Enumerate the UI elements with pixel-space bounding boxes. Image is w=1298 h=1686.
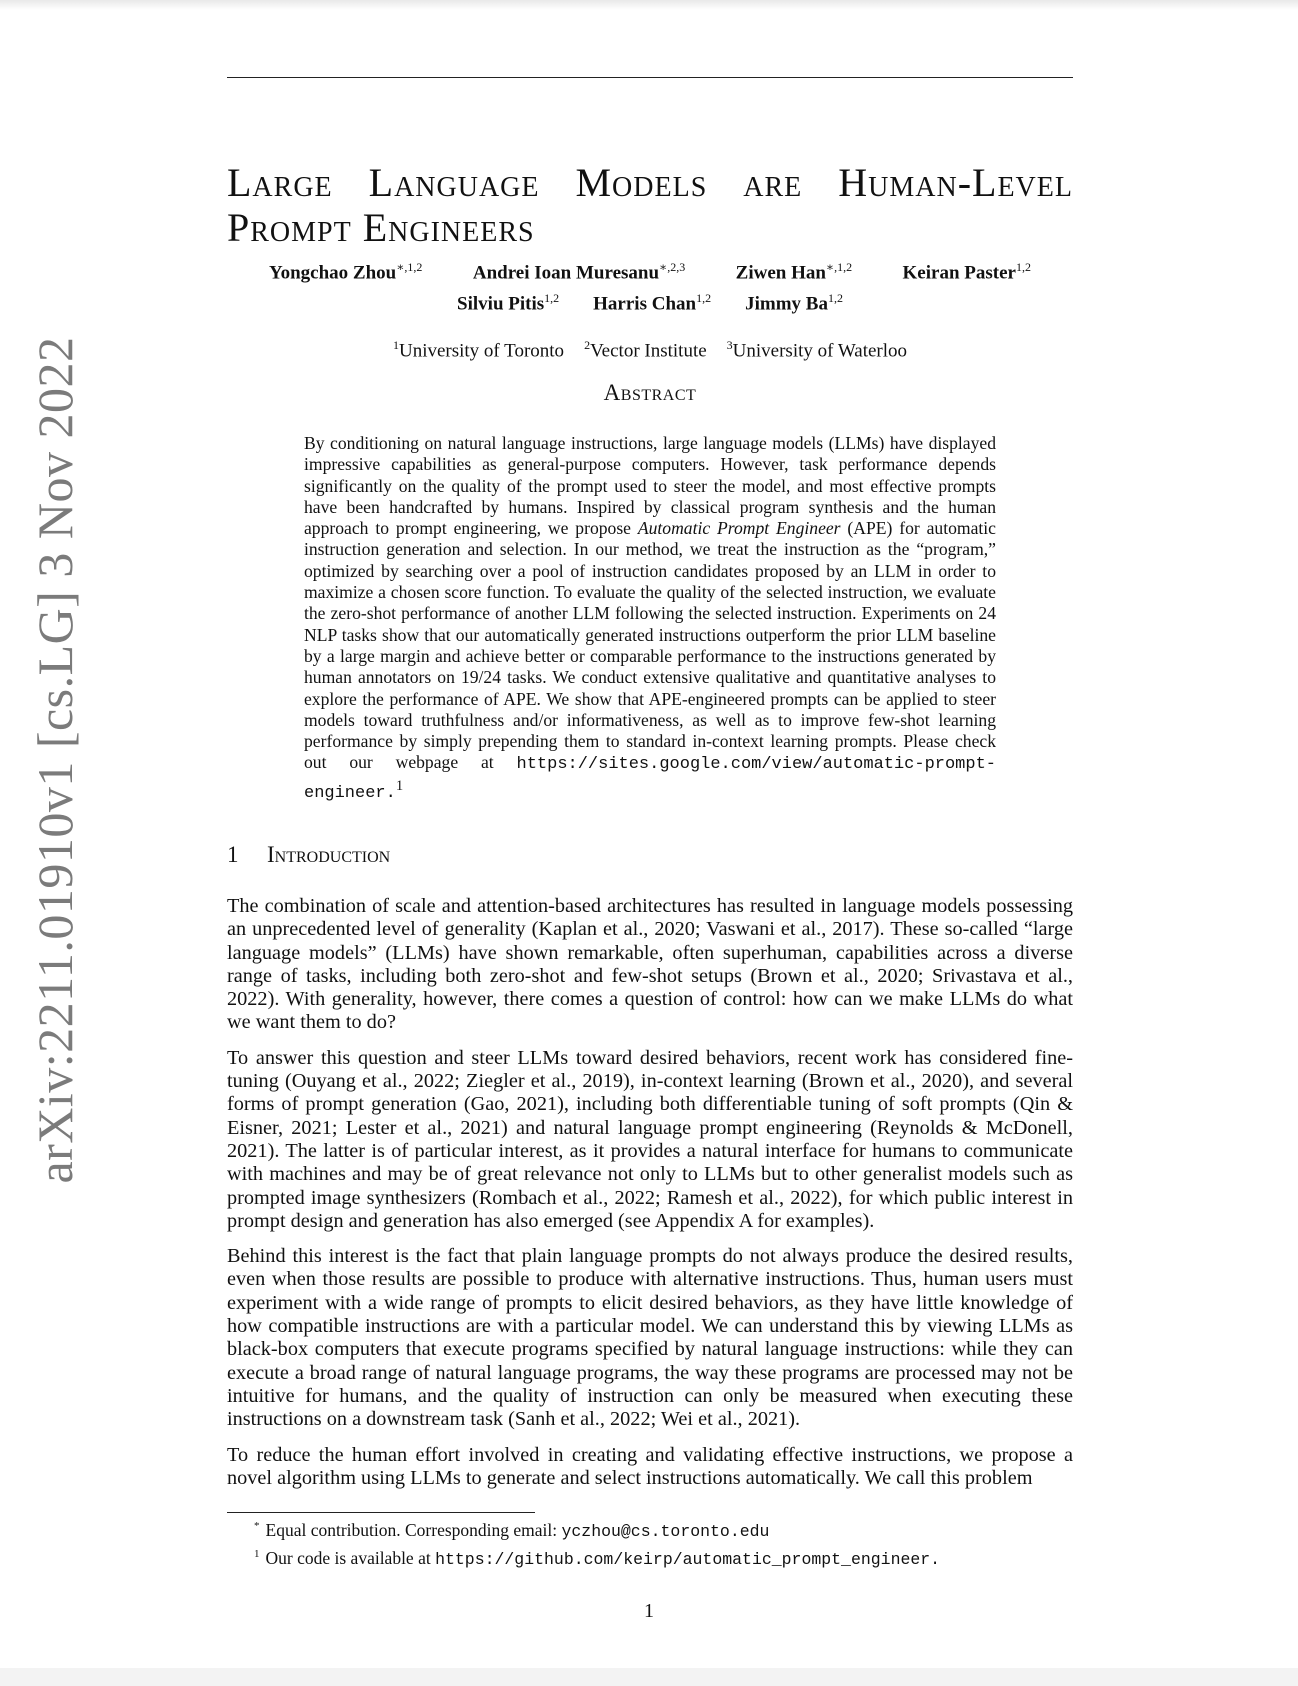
affiliation: $^3$University of Waterloo <box>726 338 908 362</box>
page-bottom-shadow <box>0 1668 1298 1686</box>
footnote-marker: 1 <box>395 777 404 794</box>
abstract-text: By conditioning on natural language instructions, large language models (LLMs) have displayed impressive capabilities as general-purpose computers. However, task performance depends significantly on the quality of the prompt used to steer the model, and most effective prompts have been handcrafted by humans. Inspired by classical program synthesis and the human approach to prompt engineering, we propose Automatic Prompt Engineer (APE) for automatic instruction generation and selection. In our method, we treat the instruction as the “program,” optimized by searching over a pool of instruction candidates proposed by an LLM in order to maximize a chosen score function. To evaluate the quality of the selected instruction, we evaluate the zero-shot performance of another LLM following the selected instruction. Experiments on 24 NLP tasks show that our automatically generated instructions outperform the prior LLM baseline by a large margin and achieve better or comparable performance to the instructions generated by human annotators on 19/24 tasks. We conduct extensive qualitative and quantitative analyses to explore the performance of APE. We show that APE-engineered prompts can be applied to steer models toward truthfulness and/or informativeness, as well as to improve few-shot learning performance by simply prepending them to standard in-context learning prompts. Please check out our webpage at https://sites.google.com/view/automatic-prompt-engineer.$^1$ <box>304 433 996 803</box>
author-row <box>227 291 1073 315</box>
author: Ziwen Han$^{∗,1,2}$ <box>735 260 853 284</box>
author: Yongchao Zhou$^{∗,1,2}$ <box>269 260 423 284</box>
footnote: * Equal contribution. Corresponding email: yczhou@cs.toronto.edu <box>254 1519 770 1541</box>
author: Harris Chan$^{1,2}$ <box>593 291 712 315</box>
email-link[interactable]: yczhou@cs.toronto.edu <box>561 1521 770 1541</box>
affiliation: $^1$University of Toronto <box>392 338 565 362</box>
abstract-emphasis: Automatic Prompt Engineer <box>637 518 841 539</box>
page-top-shadow <box>0 0 1298 10</box>
section-title: Introduction <box>267 842 391 867</box>
body-paragraph: The combination of scale and attention-based architectures has resulted in language models possessing an unprecedented level of generality (Kaplan et al., 2020; Vaswani et al., 2017). These so-called “large language models” (LLMs) have shown remarkable, often superhuman, capabilities across a diverse range of tasks, including both zero-shot and few-shot setups (Brown et al., 2020; Srivastava et al., 2022). With generality, however, there comes a question of control: how can we make LLMs do what we want them to do? <box>227 895 1073 1034</box>
author-list <box>227 260 1073 323</box>
affiliation: $^2$Vector Institute <box>584 338 707 362</box>
body-paragraph: Behind this interest is the fact that plain language prompts do not always produce the desired results, even when those results are possible to produce with alternative instructions. Thus, human users must experiment with a wide range of prompts to elicit desired behaviors, as they have little knowledge of how compatible instructions are with a particular model. We can understand this by viewing LLMs as black-box computers that execute programs specified by natural language instructions: while they can execute a broad range of natural language programs, the way these programs are processed may not be intuitive for humans, and the quality of instruction can only be measured when executing these instructions on a downstream task (Sanh et al., 2022; Wei et al., 2021). <box>227 1245 1073 1431</box>
author: Andrei Ioan Muresanu$^{∗,2,3}$ <box>472 260 686 284</box>
abstract-heading: Abstract <box>603 380 697 405</box>
author: Jimmy Ba$^{1,2}$ <box>745 291 843 315</box>
section-body <box>227 895 1073 1502</box>
section-number: 1 <box>227 842 239 867</box>
footnote: $^1$ Our code is available at https://github.com/keirp/automatic_prompt_engineer. <box>254 1547 941 1569</box>
body-paragraph: To reduce the human effort involved in creating and validating effective instructions, we propose a novel algorithm using LLMs to generate and select instructions automatically. We call this problem <box>227 1443 1073 1489</box>
author: Silviu Pitis$^{1,2}$ <box>457 291 560 315</box>
footnotes <box>254 1515 1074 1571</box>
footnote-rule <box>227 1512 535 1513</box>
webpage-url[interactable]: https://sites.google.com/view/automatic-prompt-engineer. <box>304 755 996 803</box>
github-link[interactable]: https://github.com/keirp/automatic_prompt_engineer. <box>435 1549 941 1569</box>
header-rule <box>227 77 1073 78</box>
author-row <box>227 260 1073 284</box>
paper-title: Large Language Models are Human-Level Prompt Engineers <box>227 160 1073 250</box>
section-heading <box>227 842 390 868</box>
arxiv-watermark: arXiv:2211.01910v1 [cs.LG] 3 Nov 2022 <box>27 336 83 1184</box>
affiliations <box>227 338 1073 362</box>
body-paragraph: To answer this question and steer LLMs toward desired behaviors, recent work has considered fine-tuning (Ouyang et al., 2022; Ziegler et al., 2019), in-context learning (Brown et al., 2020), and several forms of prompt generation (Gao, 2021), including both differentiable tuning of soft prompts (Qin & Eisner, 2021; Lester et al., 2021) and natural language prompt engineering (Reynolds & McDonell, 2021). The latter is of particular interest, as it provides a natural interface for humans to communicate with machines and may be of great relevance not only to LLMs but to other generalist models such as prompted image synthesizers (Rombach et al., 2022; Ramesh et al., 2022), for which public interest in prompt design and generation has also emerged (see Appendix A for examples). <box>227 1046 1073 1232</box>
author: Keiran Paster$^{1,2}$ <box>902 260 1031 284</box>
page-number: 1 <box>644 1600 654 1622</box>
